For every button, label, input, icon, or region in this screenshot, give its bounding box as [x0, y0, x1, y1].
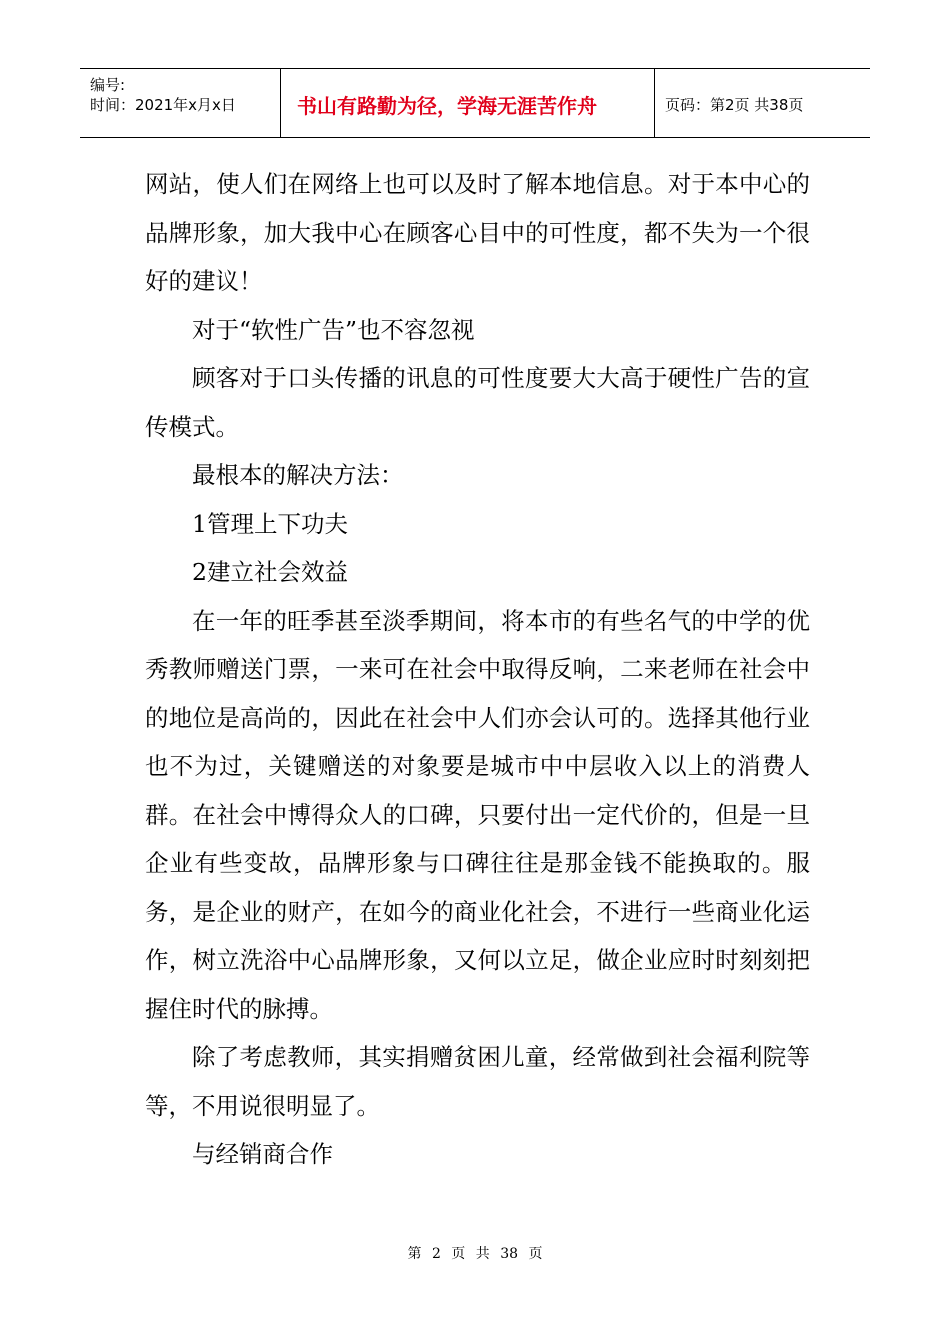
paragraph: 1管理上下功夫	[192, 509, 348, 538]
document-date: 时间：2021年x月x日	[90, 96, 236, 114]
header-motto: 书山有路勤为径，学海无涯苦作舟	[297, 93, 597, 118]
document-header	[80, 68, 870, 138]
header-meta	[80, 69, 281, 137]
paragraph: 最根本的解决方法：	[192, 461, 404, 489]
paragraph: 2建立社会效益	[192, 558, 348, 586]
paragraph: 网站，使人们在网络上也可以及时了解本地信息。对于本中心的品牌形象，加大我中心在顾客心目中的可性度，都不失为一个很好的建议！	[145, 170, 810, 295]
page-footer: 第 2 页 共 38 页	[407, 1246, 543, 1262]
document-number-label: 编号:	[90, 76, 126, 94]
paragraph: 在一年的旺季甚至淡季期间，将本市的有些名气的中学的优秀教师赠送门票，一来可在社会中取得反响，二来老师在社会中的地位是高尚的，因此在社会中人们亦会认可的。选择其他行业也不为过，关键赠送的对象要是城市中中层收入以上的消费人群。在社会中博得众人的口碑，只要付出一定代价的，但是一旦企业有些变故，品牌形象与口碑往往是那金钱不能换取的。服务，是企业的财产，在如今的商业化社会，不进行一些商业化运作，树立洗浴中心品牌形象，又何以立足，做企业应时时刻刻把握住时代的脉搏。	[145, 606, 810, 1023]
paragraph: 除了考虑教师，其实捐赠贫困儿童，经常做到社会福利院等等，不用说很明显了。	[145, 1043, 810, 1120]
header-page-cell	[655, 69, 870, 137]
paragraph: 与经销商合作	[192, 1140, 333, 1168]
document-body	[145, 160, 810, 1179]
header-page-info: 页码：第2页 共38页	[665, 95, 804, 114]
header-motto-cell	[281, 69, 655, 137]
paragraph: 对于“软性广告”也不容忽视	[192, 315, 475, 344]
paragraph: 顾客对于口头传播的讯息的可性度要大大高于硬性广告的宣传模式。	[145, 364, 810, 441]
